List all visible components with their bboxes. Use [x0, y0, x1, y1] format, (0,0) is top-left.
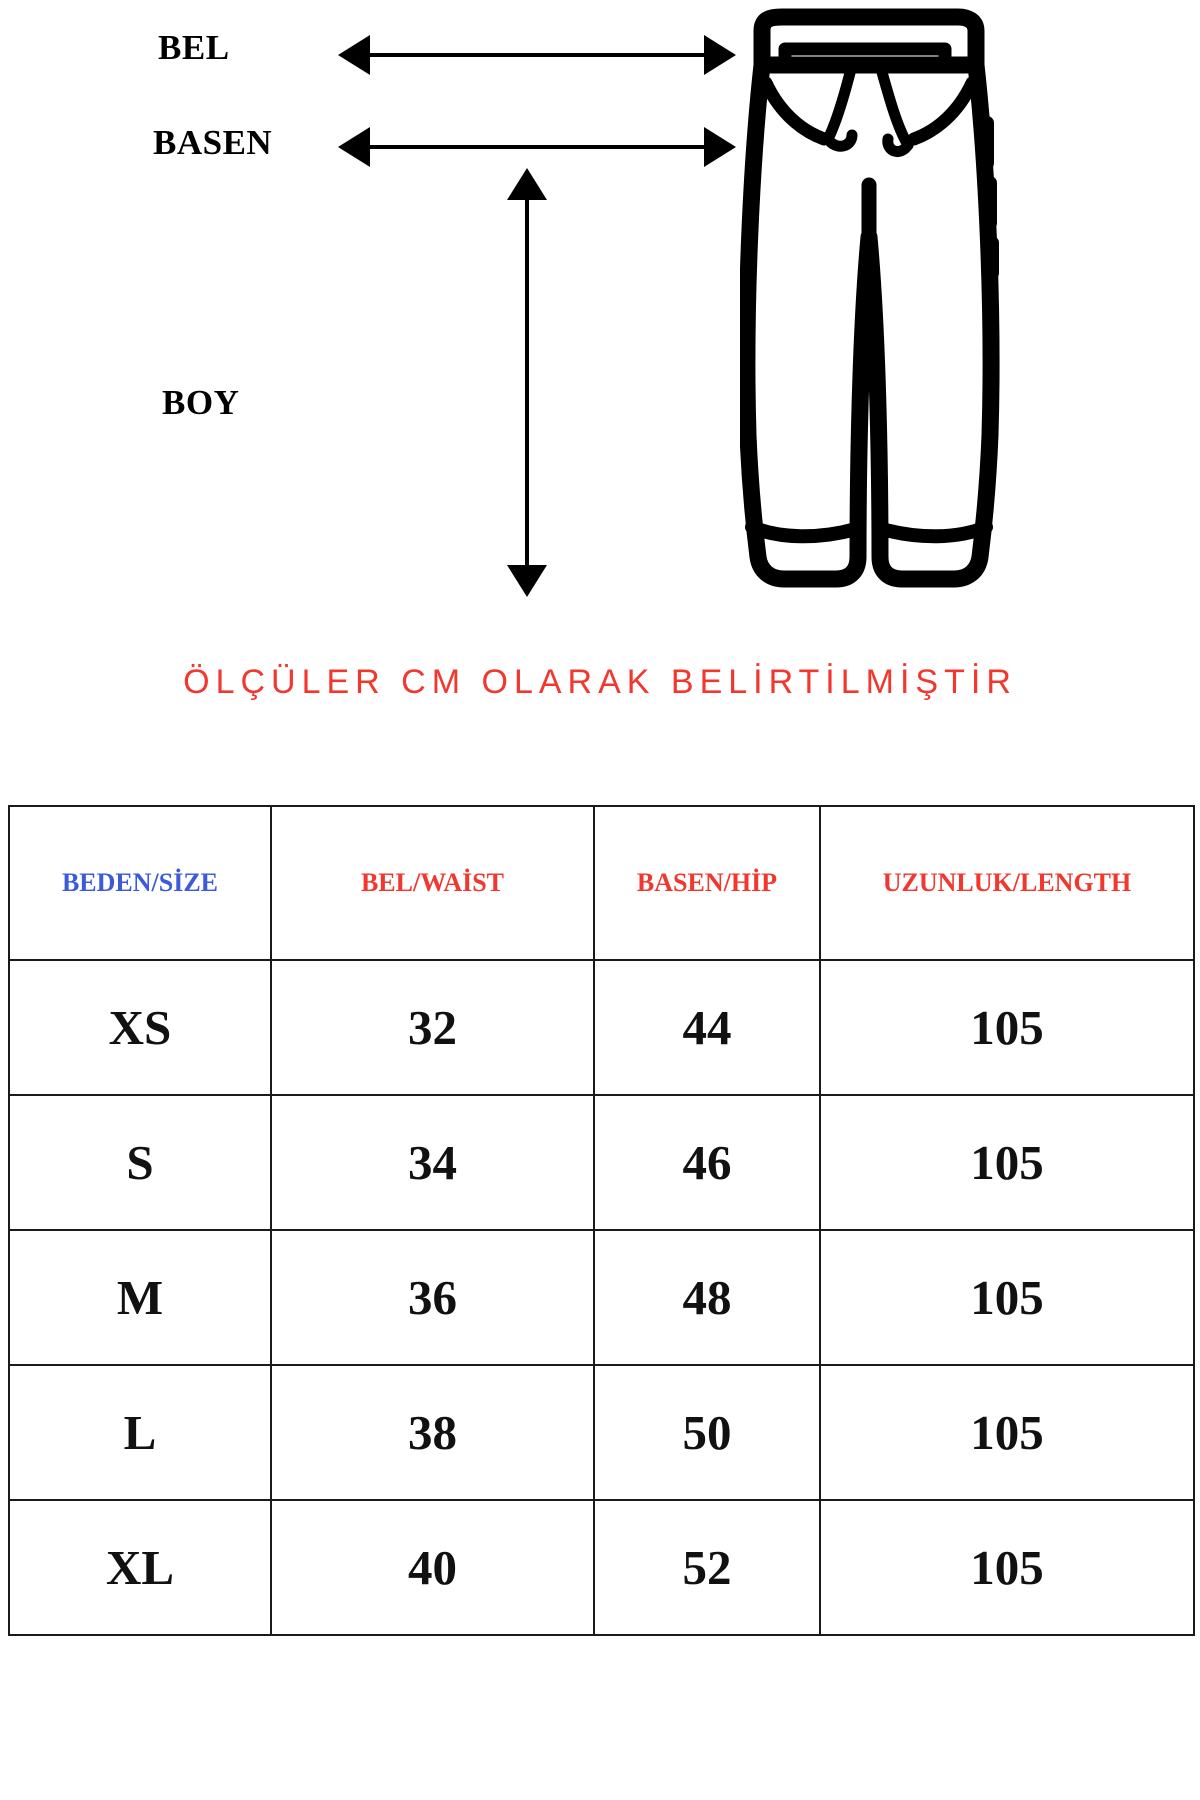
- table-row: [9, 1095, 1194, 1230]
- sweatpants-icon: [740, 5, 1200, 635]
- cell-waist: 32: [271, 960, 594, 1095]
- measurement-diagram: [0, 0, 1200, 650]
- table-row: [9, 960, 1194, 1095]
- cell-hip: 46: [594, 1095, 820, 1230]
- table-row: [9, 1365, 1194, 1500]
- cell-hip: 50: [594, 1365, 820, 1500]
- header-length: UZUNLUK/LENGTH: [820, 806, 1194, 960]
- cell-length: 105: [820, 1500, 1194, 1635]
- cell-size: XL: [9, 1500, 271, 1635]
- header-waist: BEL/WAİST: [271, 806, 594, 960]
- table-header-row: [9, 806, 1194, 960]
- table-row: [9, 1500, 1194, 1635]
- cell-length: 105: [820, 1365, 1194, 1500]
- cell-waist: 40: [271, 1500, 594, 1635]
- cell-size: M: [9, 1230, 271, 1365]
- size-table: [8, 805, 1195, 1636]
- waist-label: BEL: [158, 28, 230, 67]
- length-label: BOY: [162, 383, 240, 422]
- cell-size: L: [9, 1365, 271, 1500]
- cell-size: S: [9, 1095, 271, 1230]
- table-row: [9, 1230, 1194, 1365]
- size-table-container: [8, 805, 1193, 1636]
- header-size: BEDEN/SİZE: [9, 806, 271, 960]
- cell-length: 105: [820, 1095, 1194, 1230]
- hip-label: BASEN: [153, 123, 273, 162]
- cell-waist: 38: [271, 1365, 594, 1500]
- header-hip: BASEN/HİP: [594, 806, 820, 960]
- cell-waist: 34: [271, 1095, 594, 1230]
- cell-hip: 44: [594, 960, 820, 1095]
- units-caption: ÖLÇÜLER CM OLARAK BELİRTİLMİŞTİR: [183, 663, 1017, 701]
- cell-size: XS: [9, 960, 271, 1095]
- cell-hip: 48: [594, 1230, 820, 1365]
- cell-length: 105: [820, 1230, 1194, 1365]
- cell-hip: 52: [594, 1500, 820, 1635]
- cell-length: 105: [820, 960, 1194, 1095]
- cell-waist: 36: [271, 1230, 594, 1365]
